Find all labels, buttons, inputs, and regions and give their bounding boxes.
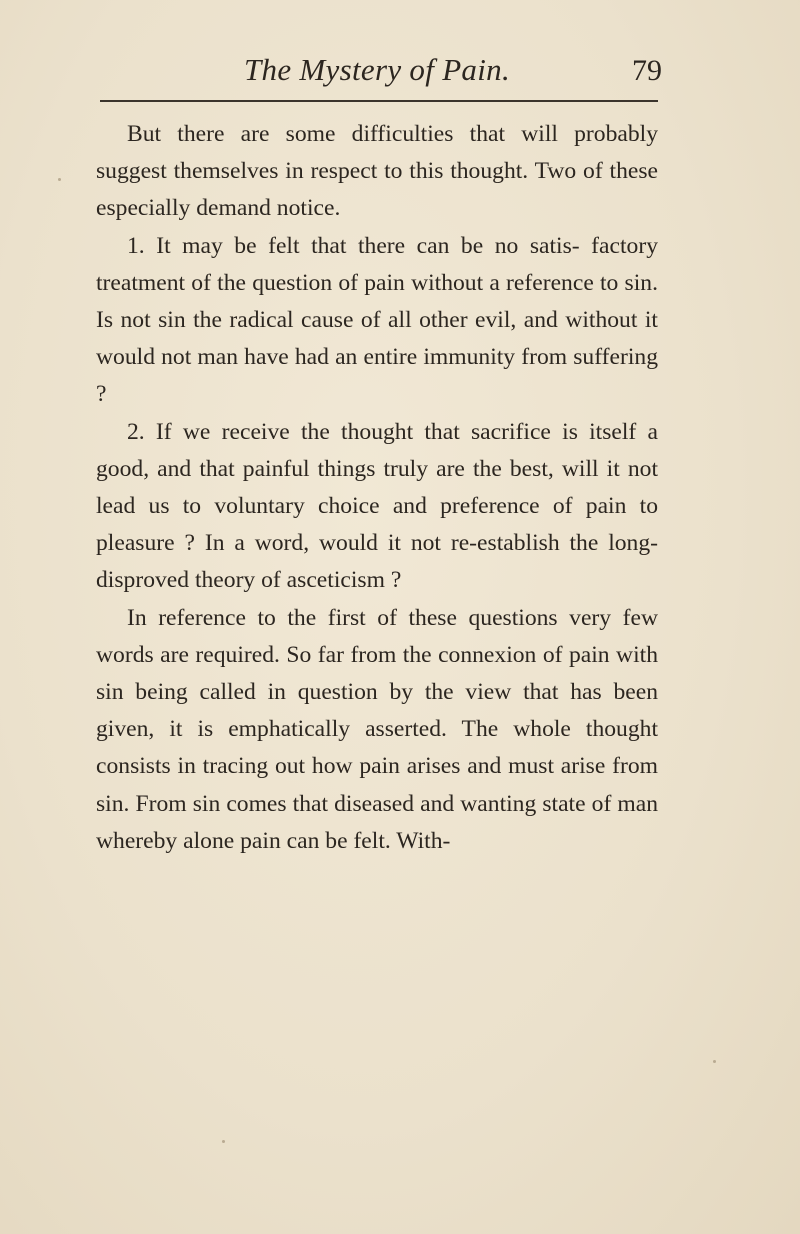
paragraph-1: But there are some difficulties that will probably suggest themselves in respect to this thought. Two of these especially demand notice. <box>96 121 658 222</box>
body-text <box>96 116 658 860</box>
paper-speck <box>713 1060 716 1063</box>
page-number: 79 <box>632 54 662 87</box>
paragraph-4: In reference to the first of these questions very few words are required. So far from the connexion of pain with sin being called in question by the view that has been given, it is emphatically asserted. The whole thought consists in tracing out how pain arises and must arise from sin. From sin comes that diseased and wanting state of man whereby alone pain can be felt. With- <box>96 604 658 854</box>
running-title: The Mystery of Pain. <box>243 52 510 87</box>
header-rule <box>100 100 658 102</box>
paper-speck <box>222 1140 225 1143</box>
running-head <box>96 50 662 98</box>
paper-speck <box>58 178 61 181</box>
paragraph-3: 2. If we receive the thought that sacrifice is itself a good, and that painful things truly are the best, will it not lead us to voluntary choice and preference of pain to pleasure ? In a word, would it not re-establish the long- disproved theory of asceticism ? <box>96 418 658 594</box>
paragraph-2: 1. It may be felt that there can be no satis- factory treatment of the question of pain without a reference to sin. Is not sin the radical cause of all other evil, and without it would not man have had an entire immunity from suffering ? <box>96 232 658 408</box>
